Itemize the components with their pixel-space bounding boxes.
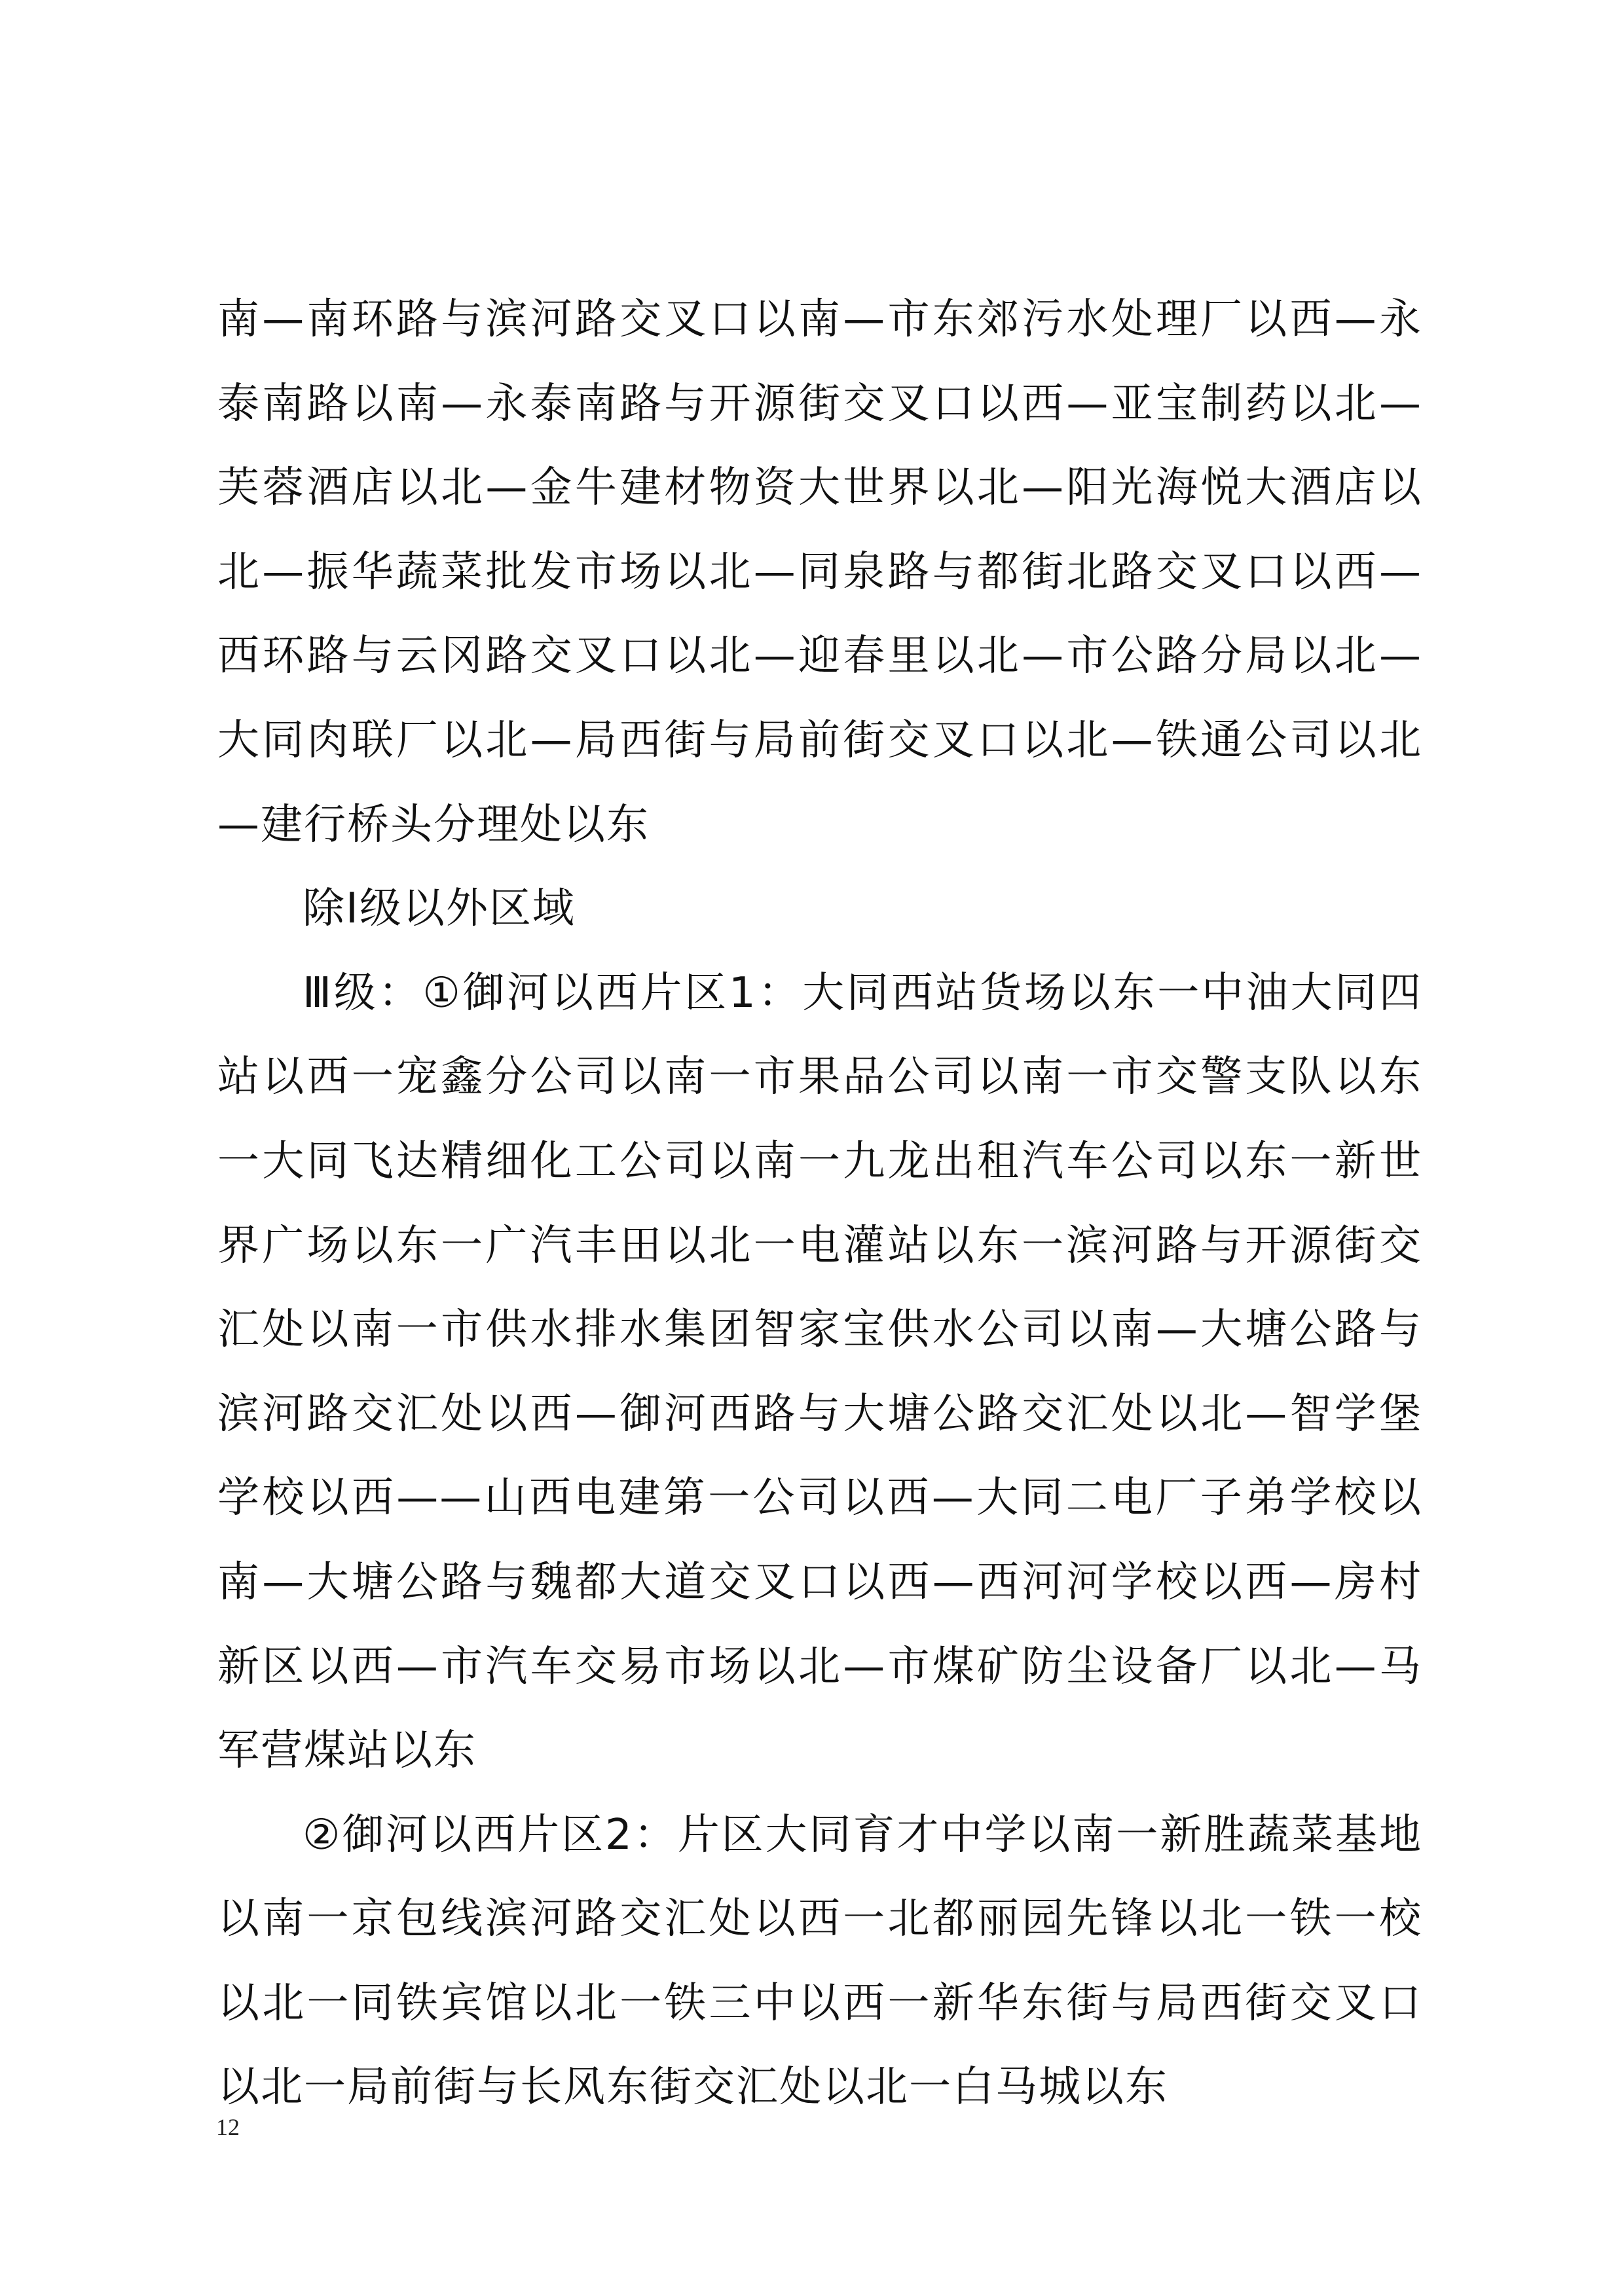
paragraph-level-3-area-2: ②御河以西片区2：片区大同育才中学以南一新胜蔬菜基地以南一京包线滨河路交汇处以西一北都丽园先锋以北一铁一校以北一同铁宾馆以北一铁三中以西一新华东街与局西街交叉口以北一局前街与长风东街交汇处以北一白马城以东	[217, 1810, 1422, 2112]
paragraph-excluded-area: 除Ⅰ级以外区域	[303, 884, 576, 934]
paragraph-boundary-continuation: 南—南环路与滨河路交叉口以南—市东郊污水处理厂以西—永泰南路以南—永泰南路与开源街交叉口以西—亚宝制药以北—芙蓉酒店以北—金牛建材物资大世界以北—阳光海悦大酒店以北—振华蔬菜批发市场以北—同泉路与都街北路交叉口以西—西环路与云冈路交叉口以北—迎春里以北—市公路分局以北—大同肉联厂以北—局西街与局前街交叉口以北—铁通公司以北—建行桥头分理处以东	[217, 295, 1422, 849]
page-number: 12	[216, 2114, 240, 2140]
paragraph-level-3-area-1: Ⅲ级：①御河以西片区1：大同西站货场以东一中油大同四站以西一宠鑫分公司以南一市果品公司以南一市交警支队以东一大同飞达精细化工公司以南一九龙出租汽车公司以东一新世界广场以东一广汽丰田以北一电灌站以东一滨河路与开源街交汇处以南一市供水排水集团智家宝供水公司以南—大塘公路与滨河路交汇处以西—御河西路与大塘公路交汇处以北—智学堡学校以西——山西电建第一公司以西—大同二电厂子弟学校以南—大塘公路与魏都大道交叉口以西—西河河学校以西—房村新区以西—市汽车交易市场以北—市煤矿防尘设备厂以北—马军营煤站以东	[217, 968, 1422, 1776]
body-text	[217, 278, 1422, 2130]
